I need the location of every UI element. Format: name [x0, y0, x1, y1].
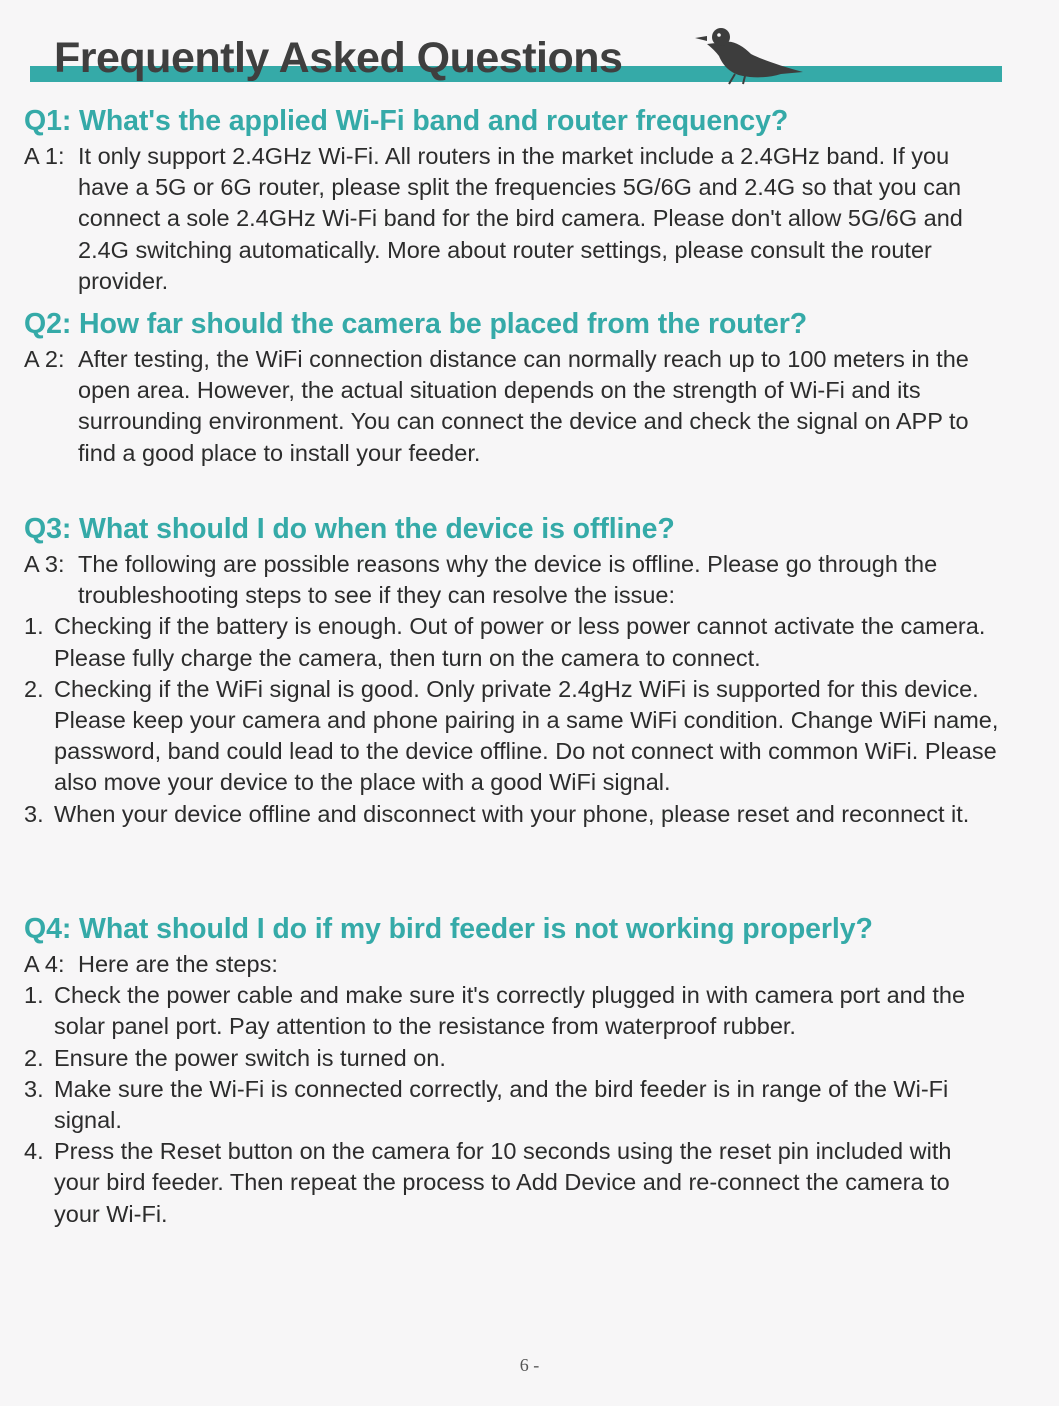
list-item [24, 1136, 1054, 1230]
answer-label: A 1: [24, 143, 65, 169]
answer-text: The following are possible reasons why the device is offline. Please go through the troubleshooting steps to see if they can resolve the issue: [78, 551, 938, 609]
faq-question-4: Q4: What should I do if my bird feeder is not working properly? [24, 913, 873, 945]
list-item [24, 674, 1054, 799]
list-item-text: Check the power cable and make sure it's correctly plugged in with camera port and the solar panel port. Pay attention to the resistance from waterproof rubber. [54, 982, 966, 1040]
bird-icon [685, 26, 807, 86]
faq-answer-3 [24, 549, 1054, 830]
faq-question-2: Q2: How far should the camera be placed from the router? [24, 308, 808, 340]
list-item-text: Make sure the Wi-Fi is connected correctly, and the bird feeder is in range of the Wi-Fi signal. [54, 1075, 949, 1134]
list-item-number: 3. [24, 800, 44, 827]
answer-text: It only support 2.4GHz Wi-Fi. All routers in the market include a 2.4GHz band. If you have a 5G or 6G router, please split the frequencies 5G/6G and 2.4G so that you can connect a sole 2.4GHz Wi-Fi band for the bird camera. Please don't allow 5G/6G and 2.4G switching automatically. More about router settings, please consult the router provider. [78, 143, 963, 294]
answer-label: A 4: [24, 951, 65, 977]
list-item-number: 4. [24, 1138, 44, 1165]
list-item-number: 1. [24, 982, 44, 1009]
answer-text: Here are the steps: [78, 951, 278, 977]
list-item-text: When your device offline and disconnect with your phone, please reset and reconnect it. [54, 800, 970, 827]
answer-label: A 3: [24, 551, 65, 577]
faq-answer-1 [24, 141, 1054, 297]
list-item-number: 1. [24, 613, 44, 640]
page-title: Frequently Asked Questions [54, 34, 623, 82]
list-item [24, 980, 1054, 1042]
list-item-text: Checking if the battery is enough. Out of power or less power cannot activate the camera. Please fully charge the camera, then turn on the camera to connect. [54, 613, 986, 671]
list-item [24, 611, 1054, 673]
list-item-number: 3. [24, 1075, 44, 1102]
faq-header [30, 26, 1002, 90]
answer-text: After testing, the WiFi connection distance can normally reach up to 100 meters in the open area. However, the actual situation depends on the strength of Wi-Fi and its surrounding environment. You can connect the device and check the signal on APP to find a good place to install your feeder. [78, 346, 969, 466]
list-item [24, 1074, 1054, 1136]
answer-label: A 2: [24, 346, 65, 372]
faq-question-1: Q1: What's the applied Wi-Fi band and router frequency? [24, 105, 789, 137]
faq-question-3: Q3: What should I do when the device is offline? [24, 513, 675, 545]
list-item-number: 2. [24, 675, 44, 702]
list-item-text: Checking if the WiFi signal is good. Only private 2.4gHz WiFi is supported for this device. Please keep your camera and phone pairing in a same WiFi condition. Change WiFi name, password, band could lead to the device offline. Do not connect with common WiFi. Please also move your device to the place with a good WiFi signal. [54, 675, 999, 796]
list-item-text: Ensure the power switch is turned on. [54, 1044, 446, 1071]
page-number: 6 - [519, 1355, 540, 1375]
list-item [24, 799, 1054, 830]
list-item-number: 2. [24, 1044, 44, 1071]
list-item [24, 1043, 1054, 1074]
list-item-text: Press the Reset button on the camera for 10 seconds using the reset pin included with your bird feeder. Then repeat the process to Add Device and re-connect the camera to your Wi-Fi. [54, 1138, 952, 1227]
faq-answer-4 [24, 949, 1054, 1230]
faq-answer-2 [24, 344, 1054, 469]
